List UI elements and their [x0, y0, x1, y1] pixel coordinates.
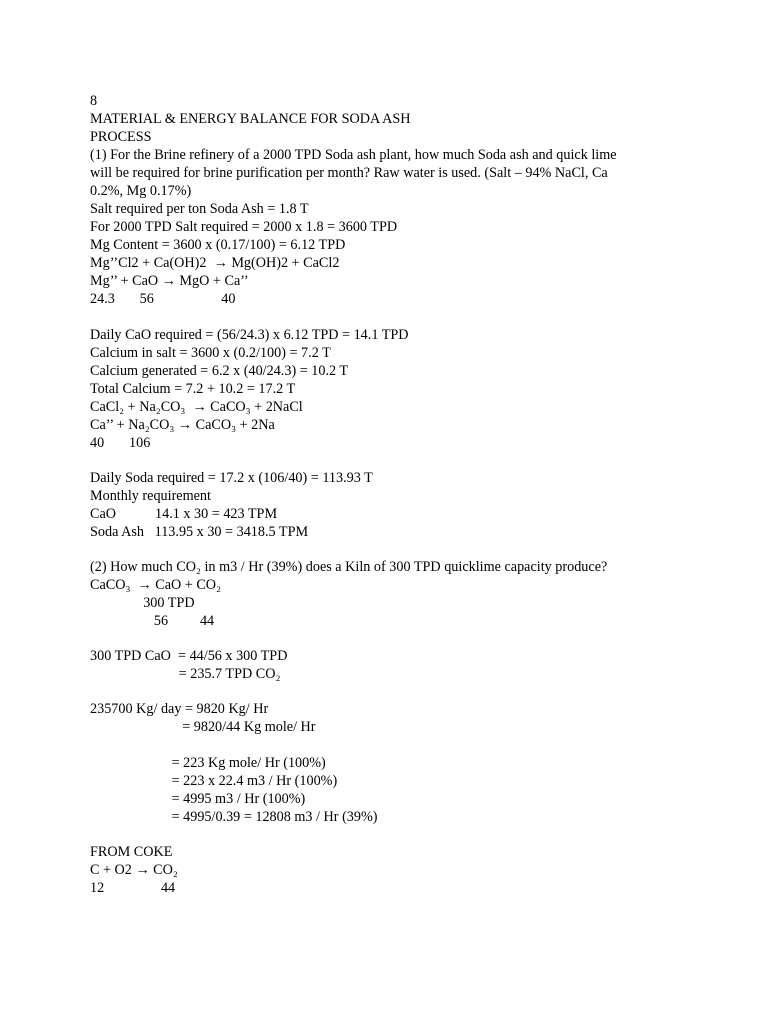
coke-reaction-line: C + O2 → CO₂ [90, 862, 178, 878]
result-line-2: = 223 x 22.4 m3 / Hr (100%) [90, 773, 338, 789]
daily-cao-line: Daily CaO required = (56/24.3) x 6.12 TPD = 14.1 TPD [90, 327, 409, 343]
result-line-4: = 4995/0.39 = 12808 m3 / Hr (39%) [90, 809, 378, 825]
molecular-weights-line-2: 40 106 [90, 435, 151, 451]
daily-soda-line: Daily Soda required = 17.2 x (106/40) = 113.93 T [90, 470, 373, 486]
calcium-in-salt-line: Calcium in salt = 3600 x (0.2/100) = 7.2 T [90, 345, 331, 361]
molecular-weights-line-1: 24.3 56 40 [90, 291, 236, 307]
reaction-1-line: Mg’’Cl2 + Ca(OH)2 → Mg(OH)2 + CaCl2 [90, 255, 340, 271]
salt-total-line: For 2000 TPD Salt required = 2000 x 1.8 = 3600 TPD [90, 219, 398, 235]
total-calcium-line: Total Calcium = 7.2 + 10.2 = 17.2 T [90, 381, 296, 397]
monthly-heading: Monthly requirement [90, 488, 211, 504]
kiln-reaction-line: CaCO₃ → CaO + CO₂ [90, 577, 221, 593]
question-1-line-2: will be required for brine purification per month? Raw water is used. (Salt – 94% NaCl, Ca [90, 165, 608, 181]
result-line-1: = 223 Kg mole/ Hr (100%) [90, 755, 326, 771]
question-2-line: (2) How much CO₂ in m3 / Hr (39%) does a Kiln of 300 TPD quicklime capacity produce? [90, 559, 608, 575]
calcium-generated-line: Calcium generated = 6.2 x (40/24.3) = 10.2 T [90, 363, 349, 379]
coke-molecular-weights-line: 12 44 [90, 880, 176, 896]
co2-calc-line-1: 300 TPD CaO = 44/56 x 300 TPD [90, 648, 288, 664]
salt-per-ton-line: Salt required per ton Soda Ash = 1.8 T [90, 201, 309, 217]
question-1-line-3: 0.2%, Mg 0.17%) [90, 183, 192, 199]
coke-heading: FROM COKE [90, 844, 173, 860]
title-line-2: PROCESS [90, 129, 152, 145]
result-line-3: = 4995 m3 / Hr (100%) [90, 791, 306, 807]
reaction-3-line: CaCl₂ + Na₂CO₃ → CaCO₃ + 2NaCl [90, 399, 303, 415]
kiln-capacity-line: 300 TPD [90, 595, 195, 611]
monthly-soda-line: Soda Ash 113.95 x 30 = 3418.5 TPM [90, 524, 309, 540]
kiln-molecular-weights-line: 56 44 [90, 613, 215, 629]
kg-mole-line: = 9820/44 Kg mole/ Hr [90, 719, 316, 735]
title-line-1: MATERIAL & ENERGY BALANCE FOR SODA ASH [90, 111, 411, 127]
reaction-4-line: Ca’’ + Na₂CO₃ → CaCO₃ + 2Na [90, 417, 275, 433]
co2-calc-line-2: = 235.7 TPD CO₂ [90, 666, 281, 682]
reaction-2-line: Mg’’ + CaO → MgO + Ca’’ [90, 273, 249, 289]
page-number: 8 [90, 93, 98, 109]
mg-content-line: Mg Content = 3600 x (0.17/100) = 6.12 TPD [90, 237, 346, 253]
monthly-cao-line: CaO 14.1 x 30 = 423 TPM [90, 506, 278, 522]
kg-per-day-line: 235700 Kg/ day = 9820 Kg/ Hr [90, 701, 269, 717]
question-1-line-1: (1) For the Brine refinery of a 2000 TPD Soda ash plant, how much Soda ash and quick lime [90, 147, 617, 163]
